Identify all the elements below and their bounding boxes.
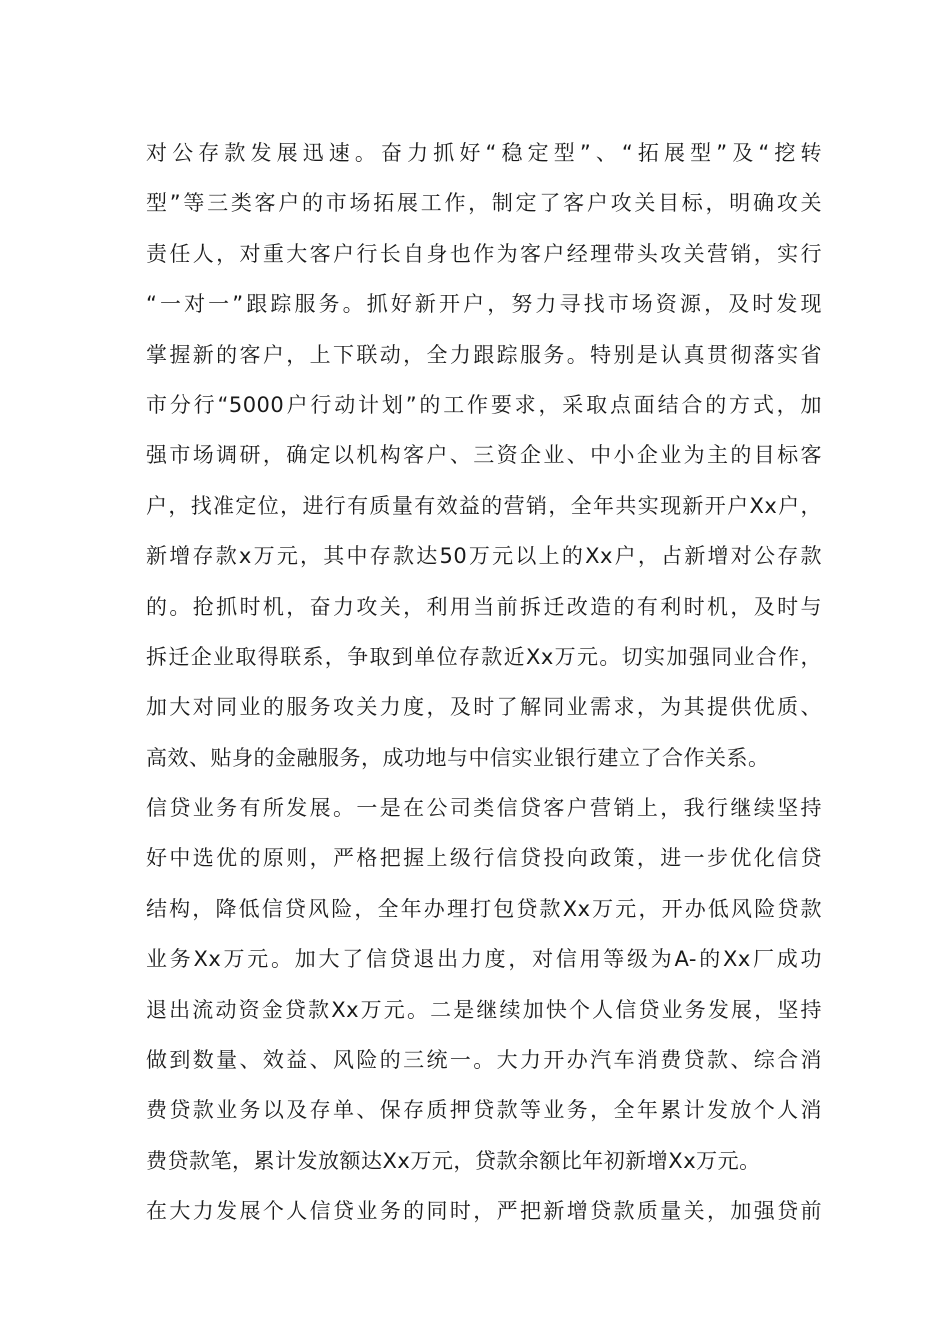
- text-line: 高效、贴身的金融服务，成功地与中信实业银行建立了合作关系。: [146, 745, 770, 770]
- text-line: 业务Xx万元。加大了信贷退出力度，对信用等级为A-的Xx厂成功: [146, 947, 822, 972]
- text-line: 结构，降低信贷风险，全年办理打包贷款Xx万元，开办低风险贷款: [146, 896, 822, 921]
- text-line: 的。抢抓时机，奋力攻关，利用当前拆迁改造的有利时机，及时与: [146, 594, 822, 619]
- text-line: 做到数量、效益、风险的三统一。大力开办汽车消费贷款、综合消: [146, 1048, 822, 1073]
- text-line: 户，找准定位，进行有质量有效益的营销，全年共实现新开户Xx户，: [146, 493, 822, 518]
- text-line: 对公存款发展迅速。奋力抓好“稳定型”、“拓展型”及“挖转: [146, 141, 822, 165]
- text-line: 拆迁企业取得联系，争取到单位存款近Xx万元。切实加强同业合作，: [146, 644, 822, 669]
- text-line: “一对一”跟踪服务。抓好新开户，努力寻找市场资源，及时发现: [146, 292, 822, 317]
- text-line: 费贷款笔，累计发放额达Xx万元，贷款余额比年初新增Xx万元。: [146, 1148, 761, 1173]
- text-line: 强市场调研，确定以机构客户、三资企业、中小企业为主的目标客: [146, 443, 822, 468]
- text-line: 费贷款业务以及存单、保存质押贷款等业务，全年累计发放个人消: [146, 1098, 822, 1123]
- text-line: 加大对同业的服务攻关力度，及时了解同业需求，为其提供优质、: [146, 695, 822, 720]
- body-text: [146, 128, 822, 1237]
- text-line: 在大力发展个人信贷业务的同时，严把新增贷款质量关，加强贷前: [146, 1199, 822, 1224]
- text-line: 信贷业务有所发展。一是在公司类信贷客户营销上，我行继续坚持: [146, 796, 822, 821]
- paragraph-credit-business: [146, 783, 822, 1237]
- text-line: 责任人，对重大客户行长自身也作为客户经理带头攻关营销，实行: [146, 241, 822, 266]
- text-line: 市分行“5000户行动计划”的工作要求，采取点面结合的方式，加: [146, 392, 822, 417]
- text-line: 掌握新的客户，上下联动，全力跟踪服务。特别是认真贯彻落实省: [146, 342, 822, 367]
- paragraph-corporate-deposits: [146, 128, 822, 783]
- text-line: 退出流动资金贷款Xx万元。二是继续加快个人信贷业务发展，坚持: [146, 997, 822, 1022]
- text-line: 新增存款x万元，其中存款达50万元以上的Xx户，占新增对公存款: [146, 544, 822, 569]
- text-line: 型”等三类客户的市场拓展工作，制定了客户攻关目标，明确攻关: [146, 191, 822, 216]
- text-line: 好中选优的原则，严格把握上级行信贷投向政策，进一步优化信贷: [146, 846, 822, 871]
